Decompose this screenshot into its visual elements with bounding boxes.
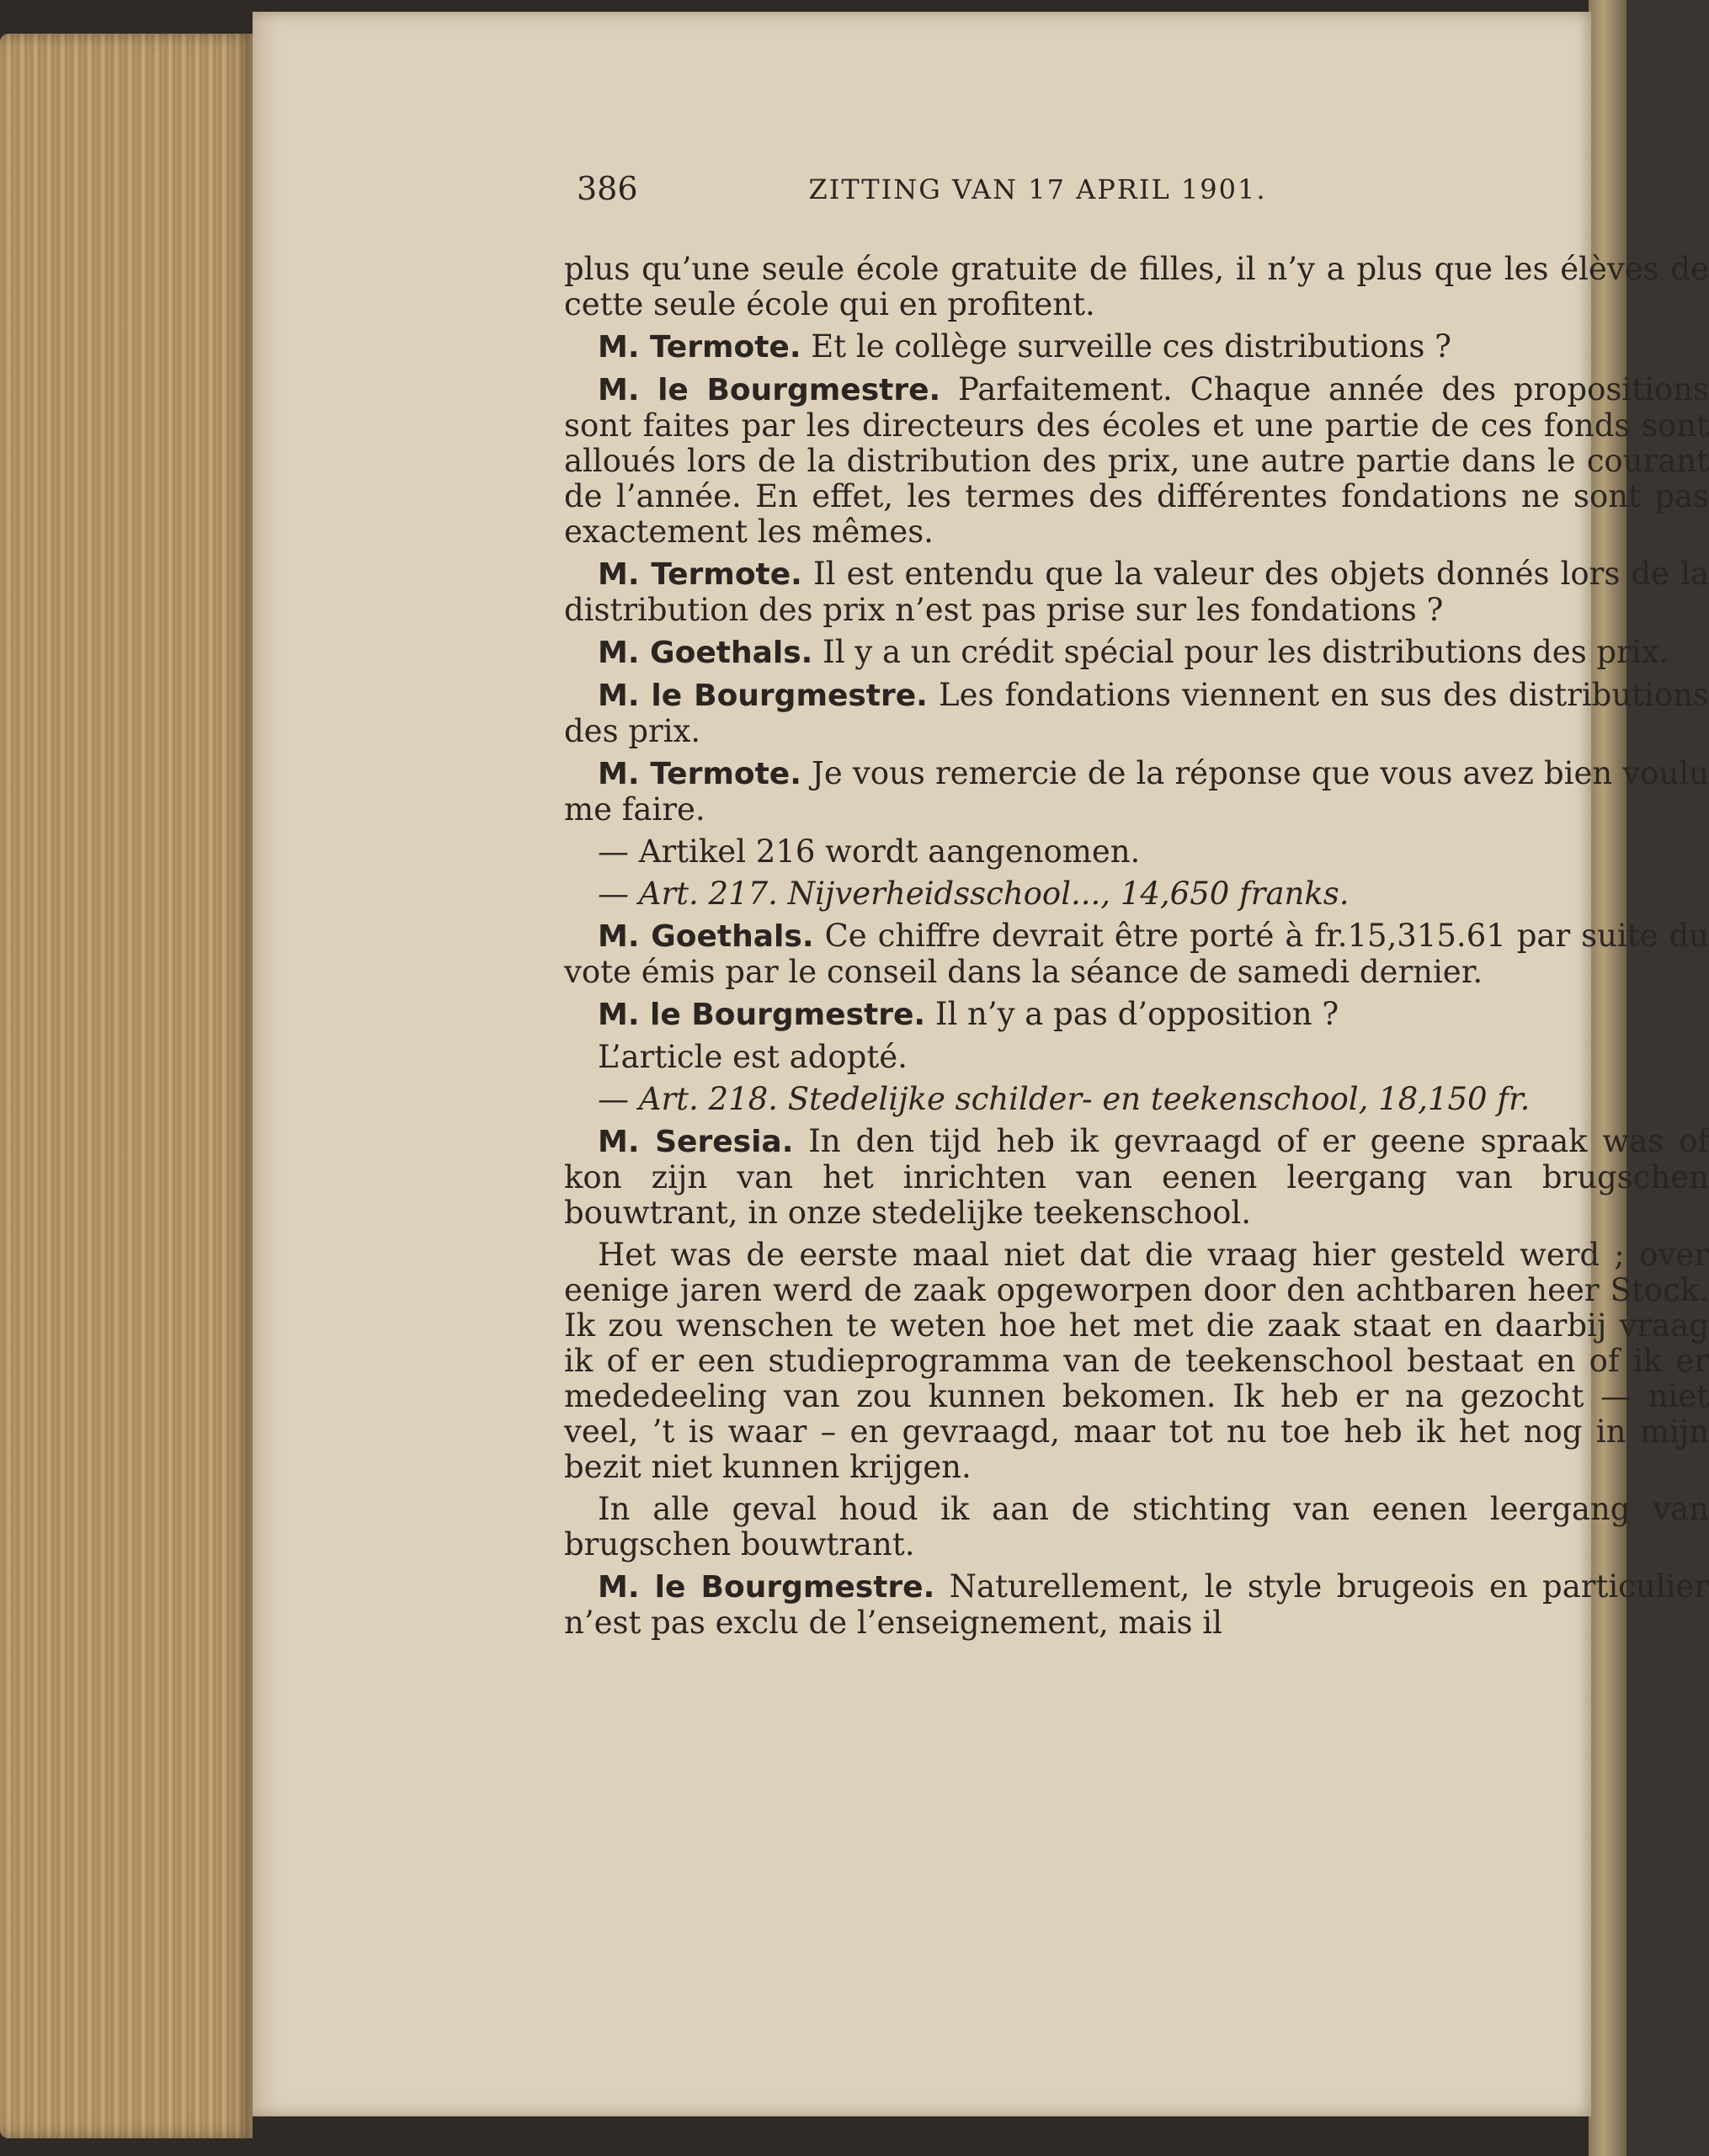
paragraph-text: plus qu’une seule école gratuite de filles, il n’y a plus que les élèves de cette seule école qui en profitent. <box>564 251 1709 322</box>
speaker-name: M. le Bourgmestre. <box>598 1570 935 1605</box>
paragraph-text: Je vous remercie de la réponse que vous avez bien voulu me faire. <box>564 755 1709 828</box>
paragraph-text: Il y a un crédit spécial pour les distributions des prix. <box>812 634 1669 670</box>
paragraph <box>564 1492 1709 1562</box>
speaker-name: M. le Bourgmestre. <box>598 998 926 1032</box>
paragraph-text: — Art. 217. Nijverheidsschool..., 14,650 franks. <box>598 876 1350 912</box>
page-stack-edge <box>0 34 253 2138</box>
paragraph-text: Naturellement, le style brugeois en particulier n’est pas exclu de l’enseignement, mais il <box>564 1568 1709 1641</box>
paragraph <box>564 635 1709 671</box>
paragraph <box>564 918 1709 990</box>
paragraph <box>564 1082 1709 1117</box>
paragraph-text: Il n’y a pas d’opposition ? <box>925 996 1339 1032</box>
paragraph-text: Et le collège surveille ces distributions ? <box>801 328 1451 365</box>
paragraph <box>564 876 1709 912</box>
paragraph <box>564 1040 1709 1075</box>
paragraph-text: Il est entendu que la valeur des objets donnés lors de la distribution des prix n’est pas prise sur les fondations ? <box>564 556 1709 628</box>
page-body <box>564 252 1709 1648</box>
speaker-name: M. Termote. <box>598 757 801 791</box>
paragraph <box>564 252 1709 322</box>
speaker-name: M. Termote. <box>598 330 801 365</box>
paragraph-text: Ce chiffre devrait être porté à fr.15,315.61 par suite du vote émis par le conseil dans la séance de samedi dernier. <box>564 918 1709 990</box>
paragraph <box>564 556 1709 628</box>
running-title: ZITTING VAN 17 APRIL 1901. <box>808 173 1267 205</box>
speaker-name: M. Seresia. <box>598 1125 794 1159</box>
paragraph <box>564 756 1709 828</box>
paragraph <box>564 678 1709 749</box>
paragraph <box>564 1569 1709 1641</box>
paragraph <box>564 372 1709 550</box>
paragraph-text: L’article est adopté. <box>598 1039 908 1075</box>
paragraph-text: Parfaitement. Chaque année des propositions sont faites par les directeurs des écoles et une partie de ces fonds sont alloués lors de la distribution des prix, une autre partie dans le courant de l’année. En effet, les termes des différentes fondations ne sont pas exactement les mêmes. <box>564 371 1709 550</box>
speaker-name: M. Goethals. <box>598 636 813 670</box>
paragraph-text: — Artikel 216 wordt aangenomen. <box>598 833 1141 870</box>
speaker-name: M. Termote. <box>598 557 802 592</box>
book-page <box>253 12 1709 2116</box>
paragraph-text: Les fondations viennent en sus des distributions des prix. <box>564 677 1709 749</box>
paragraph-text: In alle geval houd ik aan de stichting van eenen leergang van brugschen bouwtrant. <box>564 1491 1709 1562</box>
paragraph <box>564 329 1709 365</box>
paragraph-text: Het was de eerste maal niet dat die vraag hier gesteld werd ; over eenige jaren werd de zaak opgeworpen door den achtbaren heer Stock. Ik zou wenschen te weten hoe het met die zaak staat en daarbij vraag ik of er een studieprogramma van de teekenschool bestaat en of ik er mededeeling van zou kunnen bekomen. Ik heb er na gezocht — niet veel, ’t is waar – en gevraagd, maar tot nu toe heb ik het nog in mijn bezit niet kunnen krijgen. <box>564 1237 1709 1485</box>
paragraph <box>564 834 1709 870</box>
paragraph <box>564 997 1709 1033</box>
speaker-name: M. le Bourgmestre. <box>598 679 928 713</box>
paragraph-text: — Art. 218. Stedelijke schilder- en teekenschool, 18,150 fr. <box>598 1081 1531 1117</box>
paragraph-text: In den tijd heb ik gevraagd of er geene spraak was of kon zijn van het inrichten van eenen leergang van brugschen bouwtrant, in onze stedelijke teekenschool. <box>564 1123 1709 1231</box>
paragraph <box>564 1124 1709 1231</box>
page-number: 386 <box>577 170 638 207</box>
paragraph <box>564 1238 1709 1485</box>
speaker-name: M. Goethals. <box>598 919 814 954</box>
speaker-name: M. le Bourgmestre. <box>598 373 941 407</box>
